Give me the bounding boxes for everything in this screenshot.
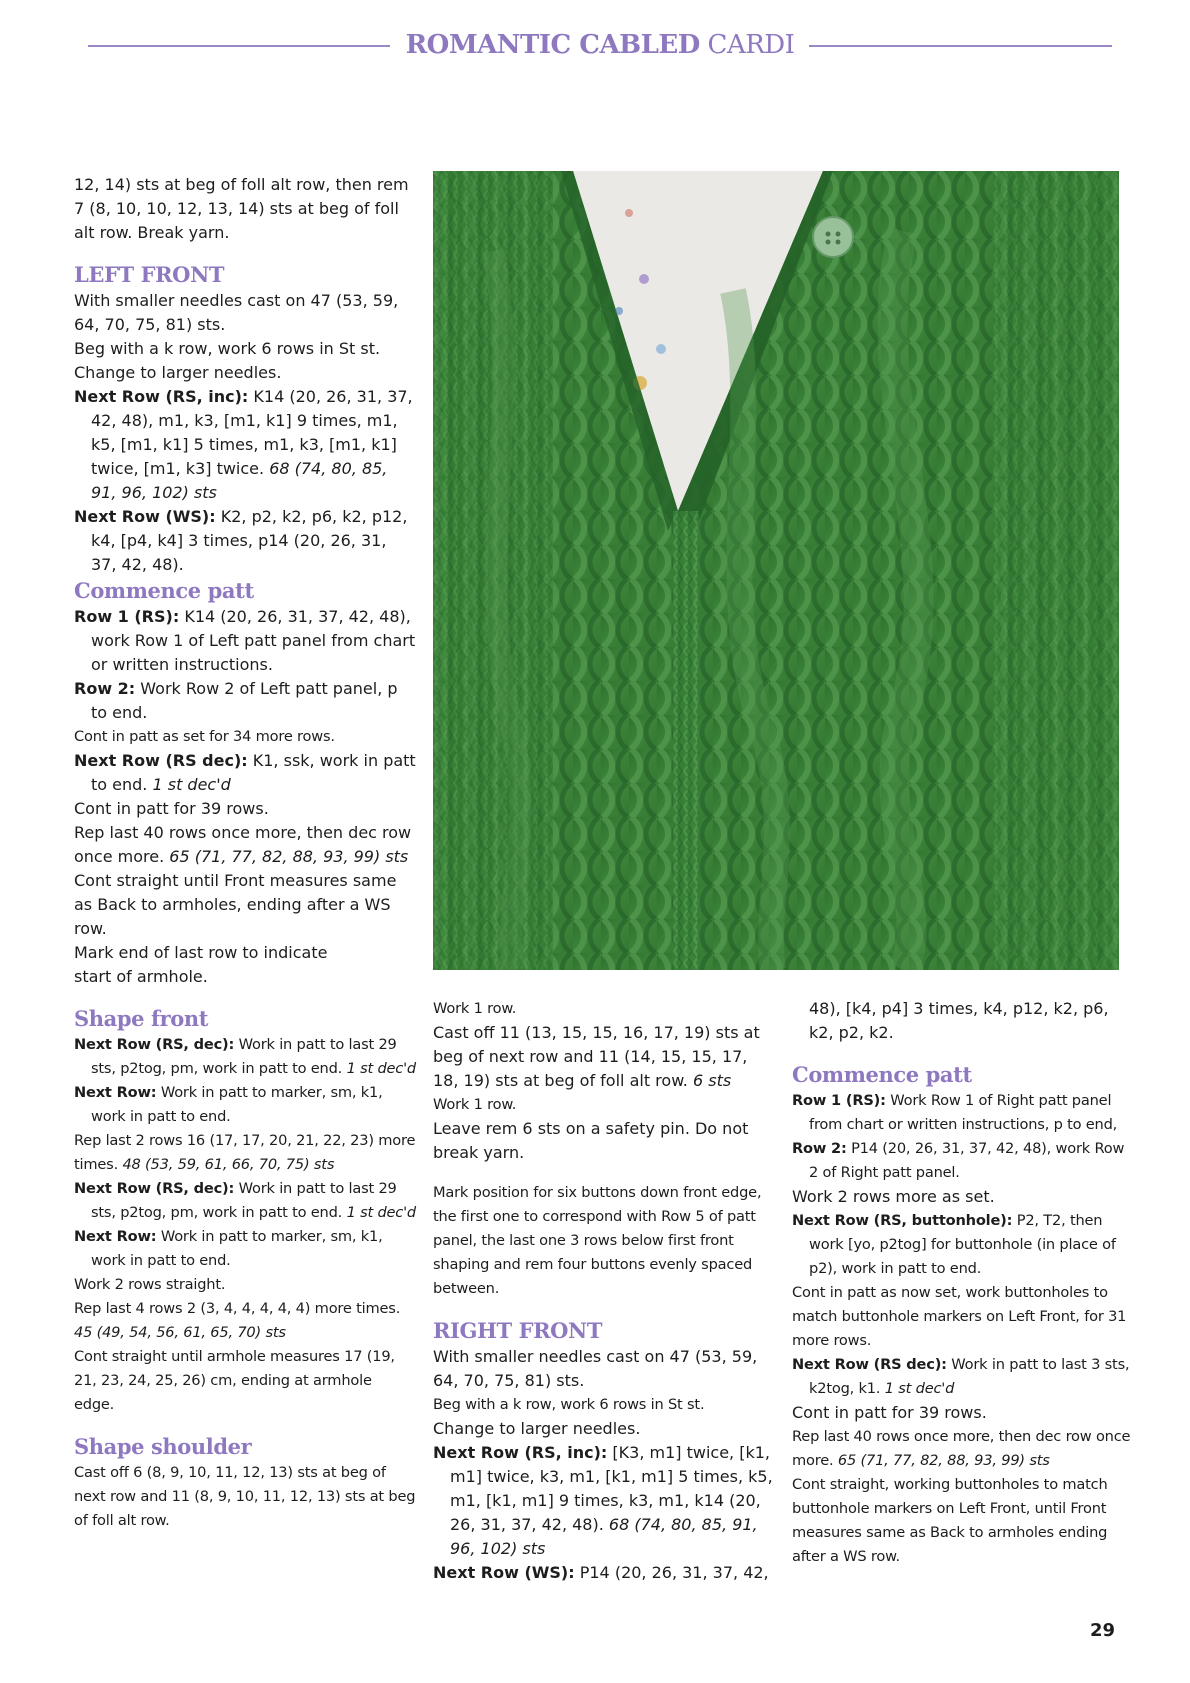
row-label: Next Row (RS, dec): (74, 1036, 235, 1053)
text-line: Mark position for six buttons down front edge, the first one to correspond with Row 5 of patt panel, the last one 3 rows below first front shaping and rem four buttons evenly spaced between. (433, 1184, 762, 1297)
text-line (792, 1425, 1132, 1473)
row-label: Next Row (RS, inc): (74, 387, 249, 406)
row-text: Rep last 4 rows 2 (3, 4, 4, 4, 4, 4) more times. (74, 1300, 401, 1317)
text-line: Cont straight, working buttonholes to match buttonhole markers on Left Front, until Front measures same as Back to armholes ending after a WS row. (792, 1476, 1108, 1565)
section-heading-right-front: RIGHT FRONT (433, 1318, 603, 1343)
text-line: Work 2 rows more as set. (792, 1187, 995, 1206)
text-line: 48), [k4, p4] 3 times, k4, p12, k2, p6, k2, p2, k2. (809, 999, 1109, 1042)
spacer (74, 989, 416, 1005)
instruction-row (74, 385, 416, 505)
row-text: K14 (20, 26, 31, 37, 42, 48), m1, k3, [m1, k1] 9 times, m1, k5, [m1, k1] 5 times, m1, k3, [m1, k1] twice, [m1, k3] twice. (91, 387, 413, 478)
instruction-row (74, 505, 416, 577)
text-line: Change to larger needles. (433, 1419, 641, 1438)
text-line: start of armhole. (74, 967, 208, 986)
page-title (400, 30, 800, 60)
row-label: Next Row (RS, inc): (433, 1443, 608, 1462)
section-heading-commence-patt-right: Commence patt (792, 1062, 972, 1087)
stitch-count: 68 (74, 80, 85, 91, 96, 102) sts (91, 459, 388, 502)
instruction-row (792, 1089, 1132, 1137)
row-text: Rep last 40 rows once more, then dec row once more. (792, 1428, 1131, 1469)
row-label: Next Row (RS dec): (792, 1356, 947, 1373)
cardigan-photo-image (433, 171, 1119, 970)
row-text: Rep last 2 rows 16 (17, 17, 20, 21, 22, 23) more times. (74, 1132, 416, 1173)
row-text: K1, ssk, work in patt to end. (91, 751, 416, 794)
title-bold: ROMANTIC CABLED (405, 30, 700, 60)
cardigan-photo (433, 171, 1119, 970)
text-line: Beg with a k row, work 6 rows in St st. (433, 1396, 705, 1413)
column-middle (433, 997, 773, 1585)
section-heading-shape-front: Shape front (74, 1006, 209, 1031)
row-text: Work in patt to last 3 sts, k2tog, k1. (809, 1356, 1130, 1397)
row-text: K2, p2, k2, p6, k2, p12, k4, [p4, k4] 3 times, p14 (20, 26, 31, 37, 42, 48). (91, 507, 408, 574)
row-label: Next Row (RS dec): (74, 751, 248, 770)
instruction-row (792, 1209, 1132, 1281)
row-text: Work in patt to marker, sm, k1, work in patt to end. (91, 1084, 383, 1125)
stitch-count: 48 (53, 59, 61, 66, 70, 75) sts (122, 1156, 335, 1173)
text-line (74, 821, 416, 869)
section-heading-left-front: LEFT FRONT (74, 262, 225, 287)
text-line: Cont in patt for 39 rows. (74, 799, 269, 818)
row-text: Work Row 1 of Right patt panel from chart or written instructions, p to end, (809, 1092, 1118, 1133)
spacer (74, 245, 416, 261)
row-label: Next Row (WS): (433, 1563, 575, 1582)
row-label: Next Row: (74, 1084, 157, 1101)
row-label: Next Row: (74, 1228, 157, 1245)
instruction-row (74, 1177, 416, 1225)
header-rule-right (809, 45, 1112, 47)
page-header (0, 30, 1190, 70)
instruction-row (74, 605, 416, 677)
spacer (433, 1165, 773, 1181)
instruction-row (792, 1137, 1132, 1185)
text-line: Cont straight until armhole measures 17 (19, 21, 23, 24, 25, 26) cm, ending at armhole edge. (74, 1348, 395, 1413)
row-text: Rep last 40 rows once more, then dec row once more. (74, 823, 412, 866)
text-line: With smaller needles cast on 47 (53, 59, 64, 70, 75, 81) sts. (433, 1347, 758, 1390)
section-heading-shape-shoulder: Shape shoulder (74, 1434, 252, 1459)
row-text: Work in patt to last 29 sts, p2tog, pm, work in patt to end. (91, 1180, 397, 1221)
row-text: K14 (20, 26, 31, 37, 42, 48), work Row 1 of Left patt panel from chart or written instructions. (91, 607, 416, 674)
header-rule-left (88, 45, 390, 47)
text-line: Mark end of last row to indicate (74, 943, 328, 962)
instruction-row (792, 1353, 1132, 1401)
stitch-count: 1 st dec'd (346, 1204, 416, 1221)
instruction-row (74, 1033, 416, 1081)
row-label: Next Row (RS, buttonhole): (792, 1212, 1013, 1229)
text-line: Leave rem 6 sts on a safety pin. Do not break yarn. (433, 1119, 749, 1162)
text-line (74, 1297, 416, 1345)
text-line: Cont in patt as now set, work buttonholes to match buttonhole markers on Left Front, for 31 more rows. (792, 1284, 1127, 1349)
text-line (433, 1021, 773, 1093)
section-heading-commence-patt: Commence patt (74, 578, 254, 603)
text-line: With smaller needles cast on 47 (53, 59, 64, 70, 75, 81) sts. (74, 291, 399, 334)
instruction-row (74, 749, 416, 797)
page-number: 29 (1090, 1620, 1116, 1641)
row-text: P2, T2, then work [yo, p2tog] for buttonhole (in place of p2), work in patt to end. (809, 1212, 1116, 1277)
row-text: Work in patt to last 29 sts, p2tog, pm, work in patt to end. (91, 1036, 397, 1077)
spacer (433, 1301, 773, 1317)
instruction-row (74, 1081, 416, 1129)
column-left (74, 173, 416, 1533)
text-line: Work 1 row. (433, 1096, 517, 1113)
row-text: P14 (20, 26, 31, 37, 42, (574, 1563, 769, 1582)
text-line: Cont in patt for 39 rows. (792, 1403, 987, 1422)
stitch-count: 1 st dec'd (346, 1060, 416, 1077)
row-label: Row 1 (RS): (792, 1092, 886, 1109)
text-line: Cont straight until Front measures same as Back to armholes, ending after a WS row. (74, 871, 397, 938)
row-label: Next Row (RS, dec): (74, 1180, 235, 1197)
text-line: Cont in patt as set for 34 more rows. (74, 728, 335, 745)
text-line (74, 1129, 416, 1177)
stitch-count: 68 (74, 80, 85, 91, 96, 102) sts (450, 1515, 758, 1558)
spacer (792, 1045, 1132, 1061)
stitch-count: 45 (49, 54, 56, 61, 65, 70) sts (74, 1324, 286, 1341)
text-line: Change to larger needles. (74, 363, 282, 382)
stitch-count: 1 st dec'd (152, 775, 231, 794)
row-text: Work in patt to marker, sm, k1, work in patt to end. (91, 1228, 383, 1269)
row-label: Row 1 (RS): (74, 607, 180, 626)
instruction-row (74, 1225, 416, 1273)
stitch-count: 65 (71, 77, 82, 88, 93, 99) sts (837, 1452, 1050, 1469)
spacer (74, 1417, 416, 1433)
row-text: [K3, m1] twice, [k1, m1] twice, k3, m1, [k1, m1] 5 times, k5, m1, [k1, m1] 9 times, k3, m1, k14 (20, 26, 31, 37, 42, 48). (450, 1443, 773, 1534)
row-label: Row 2: (74, 679, 136, 698)
instruction-row (74, 677, 416, 725)
stitch-count: 1 st dec'd (884, 1380, 955, 1397)
stitch-count: 65 (71, 77, 82, 88, 93, 99) sts (169, 847, 409, 866)
column-right (792, 997, 1132, 1569)
text-line: Work 2 rows straight. (74, 1276, 226, 1293)
row-label: Row 2: (792, 1140, 847, 1157)
title-light: CARDI (707, 30, 795, 60)
row-text: P14 (20, 26, 31, 37, 42, 48), work Row 2 of Right patt panel. (809, 1140, 1125, 1181)
intro-text: 12, 14) sts at beg of foll alt row, then rem 7 (8, 10, 10, 12, 13, 14) sts at beg of foll alt row. Break yarn. (74, 175, 409, 242)
text-line: Cast off 6 (8, 9, 10, 11, 12, 13) sts at beg of next row and 11 (8, 9, 10, 11, 12, 13) sts at beg of foll alt row. (74, 1464, 416, 1529)
stitch-count: 6 sts (692, 1071, 732, 1090)
row-label: Next Row (WS): (74, 507, 216, 526)
instruction-row (433, 1441, 773, 1561)
text-line: Beg with a k row, work 6 rows in St st. (74, 339, 381, 358)
row-text: Work Row 2 of Left patt panel, p to end. (91, 679, 398, 722)
instruction-row (433, 1561, 773, 1585)
row-text: Cast off 11 (13, 15, 15, 16, 17, 19) sts at beg of next row and 11 (14, 15, 15, 17, 18, 19) sts at beg of foll alt row. (433, 1023, 760, 1090)
text-line: Work 1 row. (433, 1000, 517, 1017)
